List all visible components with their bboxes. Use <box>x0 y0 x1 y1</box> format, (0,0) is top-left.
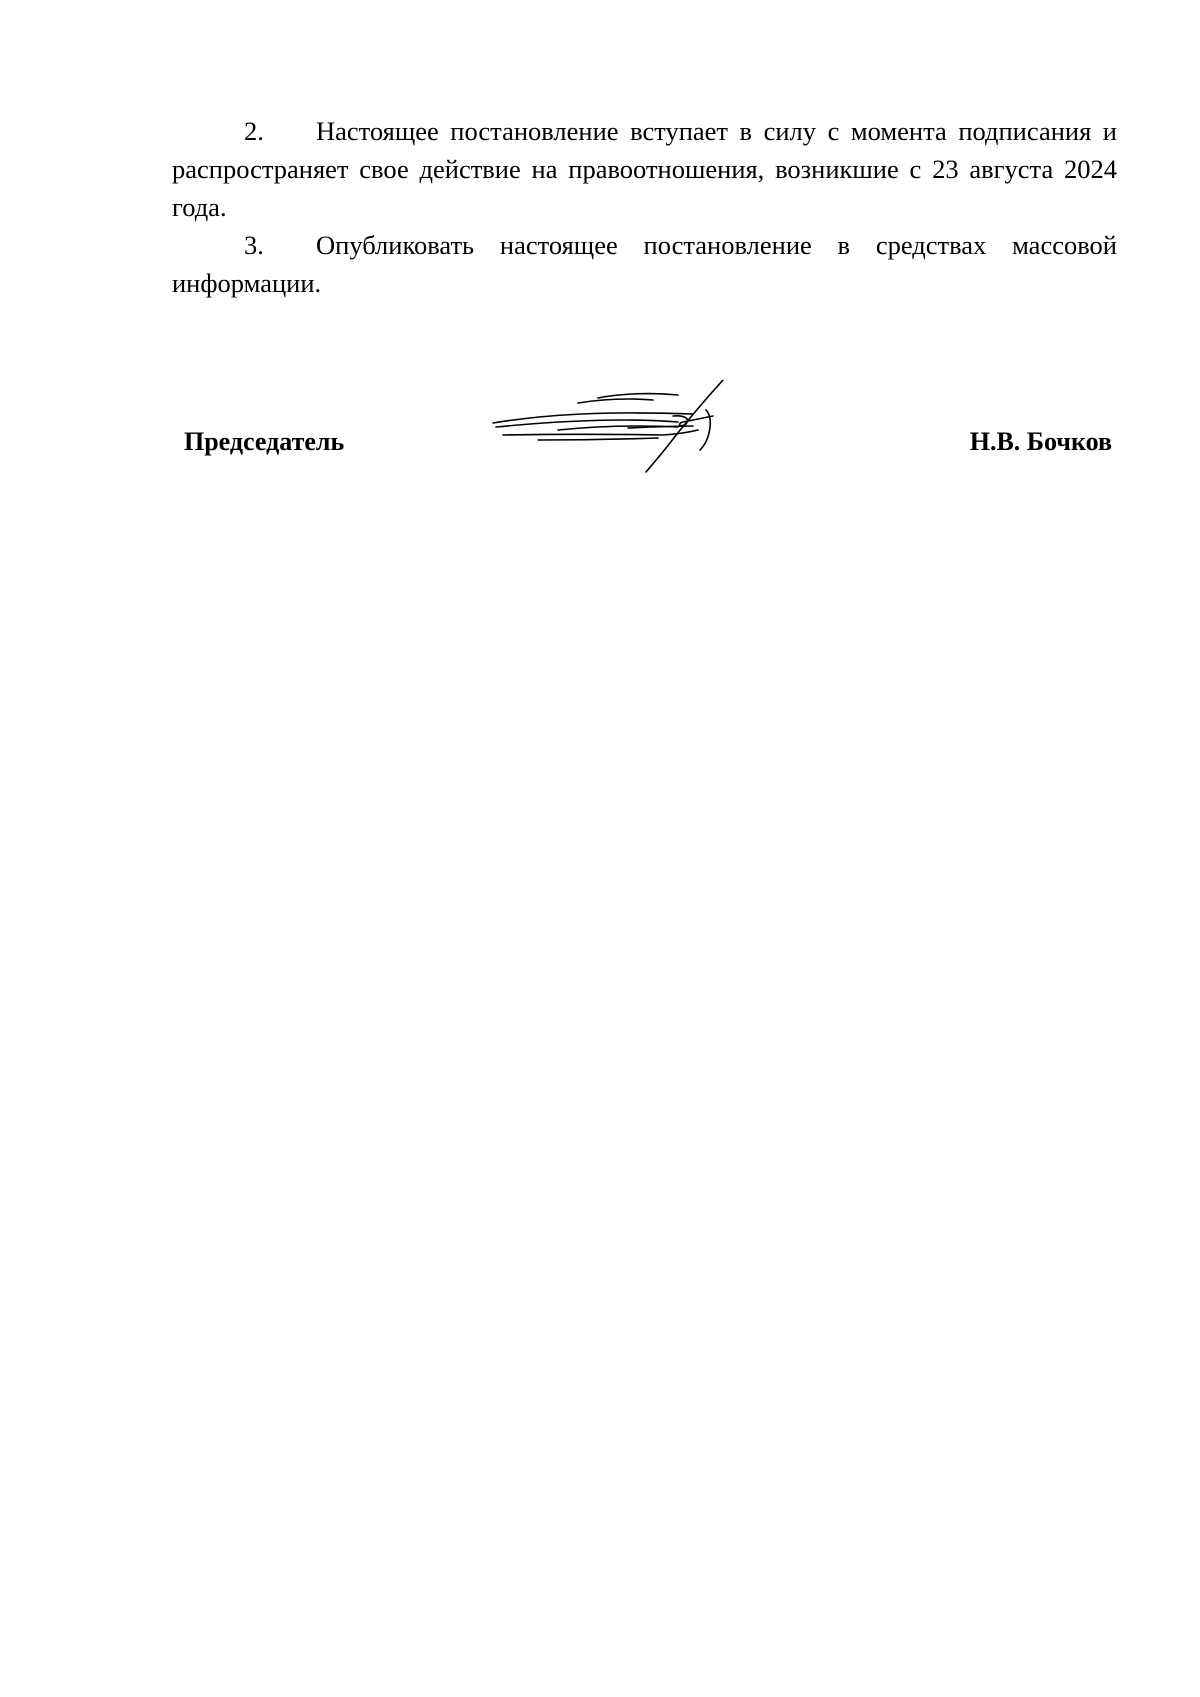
signatory-role: Председатель <box>184 427 345 456</box>
paragraph-text: Настоящее постановление вступает в силу с момента подписания и распространяет свое действие на правоотношения, возникшие с 23 августа 2024 года. <box>172 116 1117 222</box>
paragraph-text: Опубликовать настоящее постановление в средствах массовой информации. <box>172 230 1117 298</box>
signatory-name: Н.В. Бочков <box>969 427 1112 456</box>
paragraph-number: 3. <box>244 230 264 260</box>
handwritten-signature <box>478 380 778 480</box>
paragraph-2 <box>172 112 1117 226</box>
paragraph-3 <box>172 226 1117 302</box>
signature-block <box>0 380 1200 490</box>
paragraph-number: 2. <box>244 116 264 146</box>
document-body <box>172 112 1117 302</box>
